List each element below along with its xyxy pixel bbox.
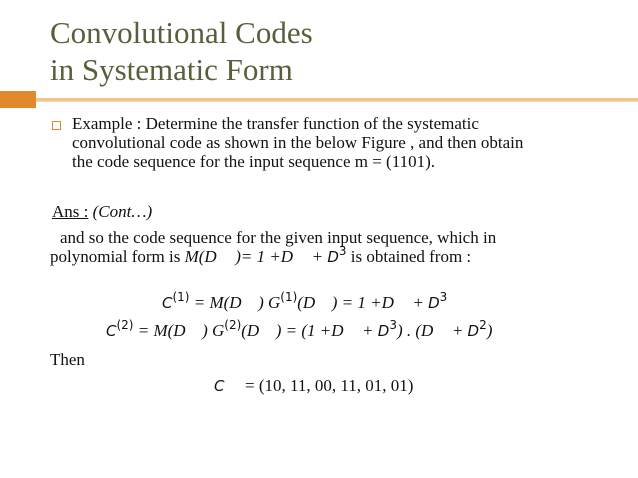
body-line-2-f: 3 [338,244,347,258]
eq1-tail: (D [297,293,316,312]
slide-title [50,14,313,88]
eq2-tail: (D [241,321,260,340]
eq2-c: C [106,322,117,340]
eq1-sup2: (1) [280,290,298,304]
body-line-2-e: D [327,248,339,266]
eq2-end: ) [486,321,493,340]
eq1-g: ) G [258,293,281,312]
eq1-sup3: 3 [439,290,448,304]
bullet-square-icon [52,121,61,130]
title-rule-accent-block [0,91,36,108]
title-line-2: in Systematic Form [50,52,293,87]
eq1-sup1: (1) [172,290,190,304]
body-line-2-c: )= 1 +D [235,247,294,266]
result-c: C [214,377,225,395]
eq2-d2: D [467,322,480,340]
eq1-d: D [428,294,440,312]
ans-label: Ans : [52,202,89,221]
body-line-2-d: + [311,247,324,266]
result-value: = (10, 11, 00, 11, 01, 01) [244,376,414,395]
eq2-plus2: + [451,321,464,340]
eq2-sup1: (2) [116,318,134,332]
eq1-mid: = M(D [193,293,242,312]
eq1-rest: ) = 1 +D [331,293,394,312]
eq1-plus: + [412,293,424,312]
eq2-sup3: 3 [389,318,397,332]
eq2-d: D [377,322,390,340]
body-line-2-b: M(D [184,247,217,266]
bullet-line-1: Example : Determine the transfer function of the systematic [72,114,479,133]
title-rule-shadow [36,101,638,102]
ans-cont: (Cont…) [92,202,153,221]
eq2-plus: + [362,321,374,340]
eq2-sup2: (2) [224,318,242,332]
eq2-close: ) . (D [396,321,434,340]
title-line-1: Convolutional Codes [50,15,313,50]
result-line [214,376,413,396]
then-label: Then [50,350,85,369]
eq1-c: C [162,294,173,312]
eq2-g: ) G [202,321,225,340]
eq2-rest: ) = (1 +D [275,321,344,340]
body-line-2 [50,244,472,267]
body-line-2-g: is obtained from : [350,247,472,266]
bullet-line-2: convolutional code as shown in the below Figure , and then obtain [72,133,524,152]
eq2-mid: = M(D [137,321,186,340]
body-line-2-a: polynomial form is [50,247,181,266]
eq2-sup4: 2 [479,318,487,332]
body-line-1: and so the code sequence for the given input sequence, which in [60,228,497,247]
bullet-line-3: the code sequence for the input sequence m = (1101). [72,152,435,171]
equation-1 [162,290,448,313]
equation-2 [106,318,493,341]
ans-line [52,202,152,222]
